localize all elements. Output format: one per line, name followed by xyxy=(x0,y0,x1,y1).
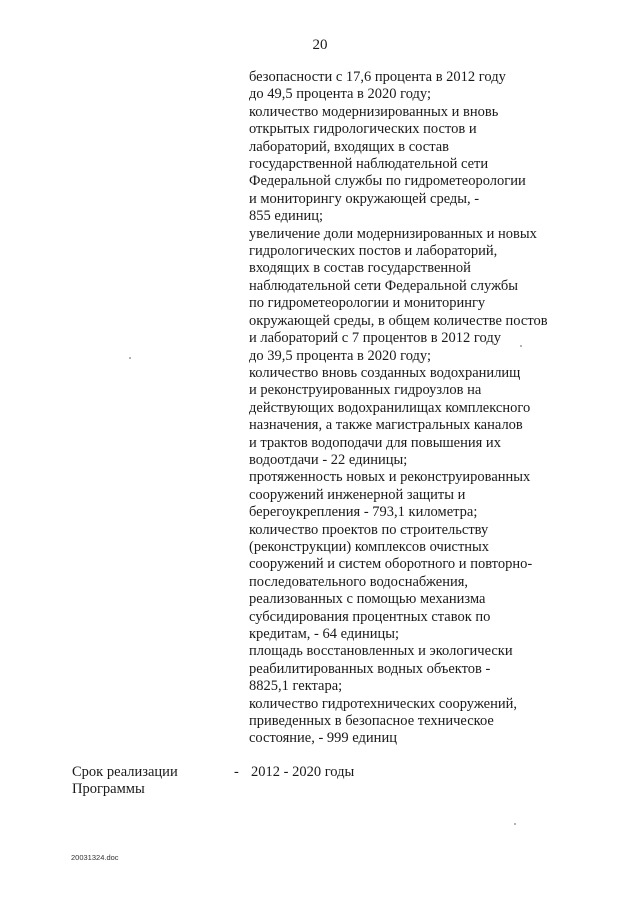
text-line: и трактов водоподачи для повышения их xyxy=(249,434,501,451)
text-line: берегоукрепления - 793,1 километра; xyxy=(249,504,478,521)
scan-speck xyxy=(520,345,522,347)
text-line: по гидрометеорологии и мониторингу xyxy=(249,295,486,312)
text-line: последовательного водоснабжения, xyxy=(249,573,469,590)
text-line: назначения, а также магистральных каналов xyxy=(249,417,523,434)
text-line: сооружений и систем оборотного и повторно- xyxy=(249,556,533,573)
text-line: и мониторингу окружающей среды, - xyxy=(249,190,480,207)
text-line: количество вновь созданных водохранилищ xyxy=(249,364,521,381)
text-line: приведенных в безопасное техническое xyxy=(249,713,494,730)
term-label-line: Программы xyxy=(72,781,145,798)
text-line: реализованных с помощью механизма xyxy=(249,591,486,608)
program-term-value: 2012 - 2020 годы xyxy=(251,764,355,780)
text-line: протяженность новых и реконструированных xyxy=(249,469,531,486)
text-line: состояние, - 999 единиц xyxy=(249,730,397,747)
scan-speck xyxy=(514,823,516,825)
text-line: безопасности с 17,6 процента в 2012 году xyxy=(249,69,506,85)
text-line: гидрологических постов и лабораторий, xyxy=(249,243,498,260)
indicators-text-block xyxy=(249,69,579,748)
text-line: субсидирования процентных ставок по xyxy=(249,608,491,625)
text-line: действующих водохранилищах комплексного xyxy=(249,399,531,416)
scan-speck xyxy=(129,357,131,359)
text-line: лабораторий, входящих в состав xyxy=(249,138,449,155)
text-line: 855 единиц; xyxy=(249,208,324,225)
text-line: реабилитированных водных объектов - xyxy=(249,660,491,677)
text-line: и лабораторий с 7 процентов в 2012 году xyxy=(249,330,501,347)
text-line: входящих в состав государственной xyxy=(249,260,471,277)
text-line: водоотдачи - 22 единицы; xyxy=(249,451,408,468)
text-line: количество проектов по строительству xyxy=(249,521,489,538)
text-line: количество модернизированных и вновь xyxy=(249,103,499,120)
text-line: и реконструированных гидроузлов на xyxy=(249,382,482,399)
text-line: государственной наблюдательной сети xyxy=(249,156,489,173)
program-term-label xyxy=(72,764,222,799)
text-line: сооружений инженерной защиты и xyxy=(249,486,466,503)
term-label-line: Срок реализации xyxy=(72,764,178,780)
text-line: до 49,5 процента в 2020 году; xyxy=(249,86,432,103)
text-line: открытых гидрологических постов и xyxy=(249,121,477,138)
text-line: увеличение доли модернизированных и новых xyxy=(249,225,537,242)
footer-filename: 20031324.doc xyxy=(71,853,119,862)
text-line: наблюдательной сети Федеральной службы xyxy=(249,277,519,294)
text-line: до 39,5 процента в 2020 году; xyxy=(249,347,432,364)
text-line: кредитам, - 64 единицы; xyxy=(249,626,400,642)
term-dash: - xyxy=(234,764,239,780)
text-line: 8825,1 гектара; xyxy=(249,678,343,695)
text-line: Федеральной службы по гидрометеорологии xyxy=(249,173,526,190)
text-line: площадь восстановленных и экологически xyxy=(249,643,513,660)
text-line: количество гидротехнических сооружений, xyxy=(249,695,518,712)
page-number: 20 xyxy=(312,37,328,53)
text-line: окружающей среды, в общем количестве постов xyxy=(249,312,548,329)
text-line: (реконструкции) комплексов очистных xyxy=(249,538,490,555)
